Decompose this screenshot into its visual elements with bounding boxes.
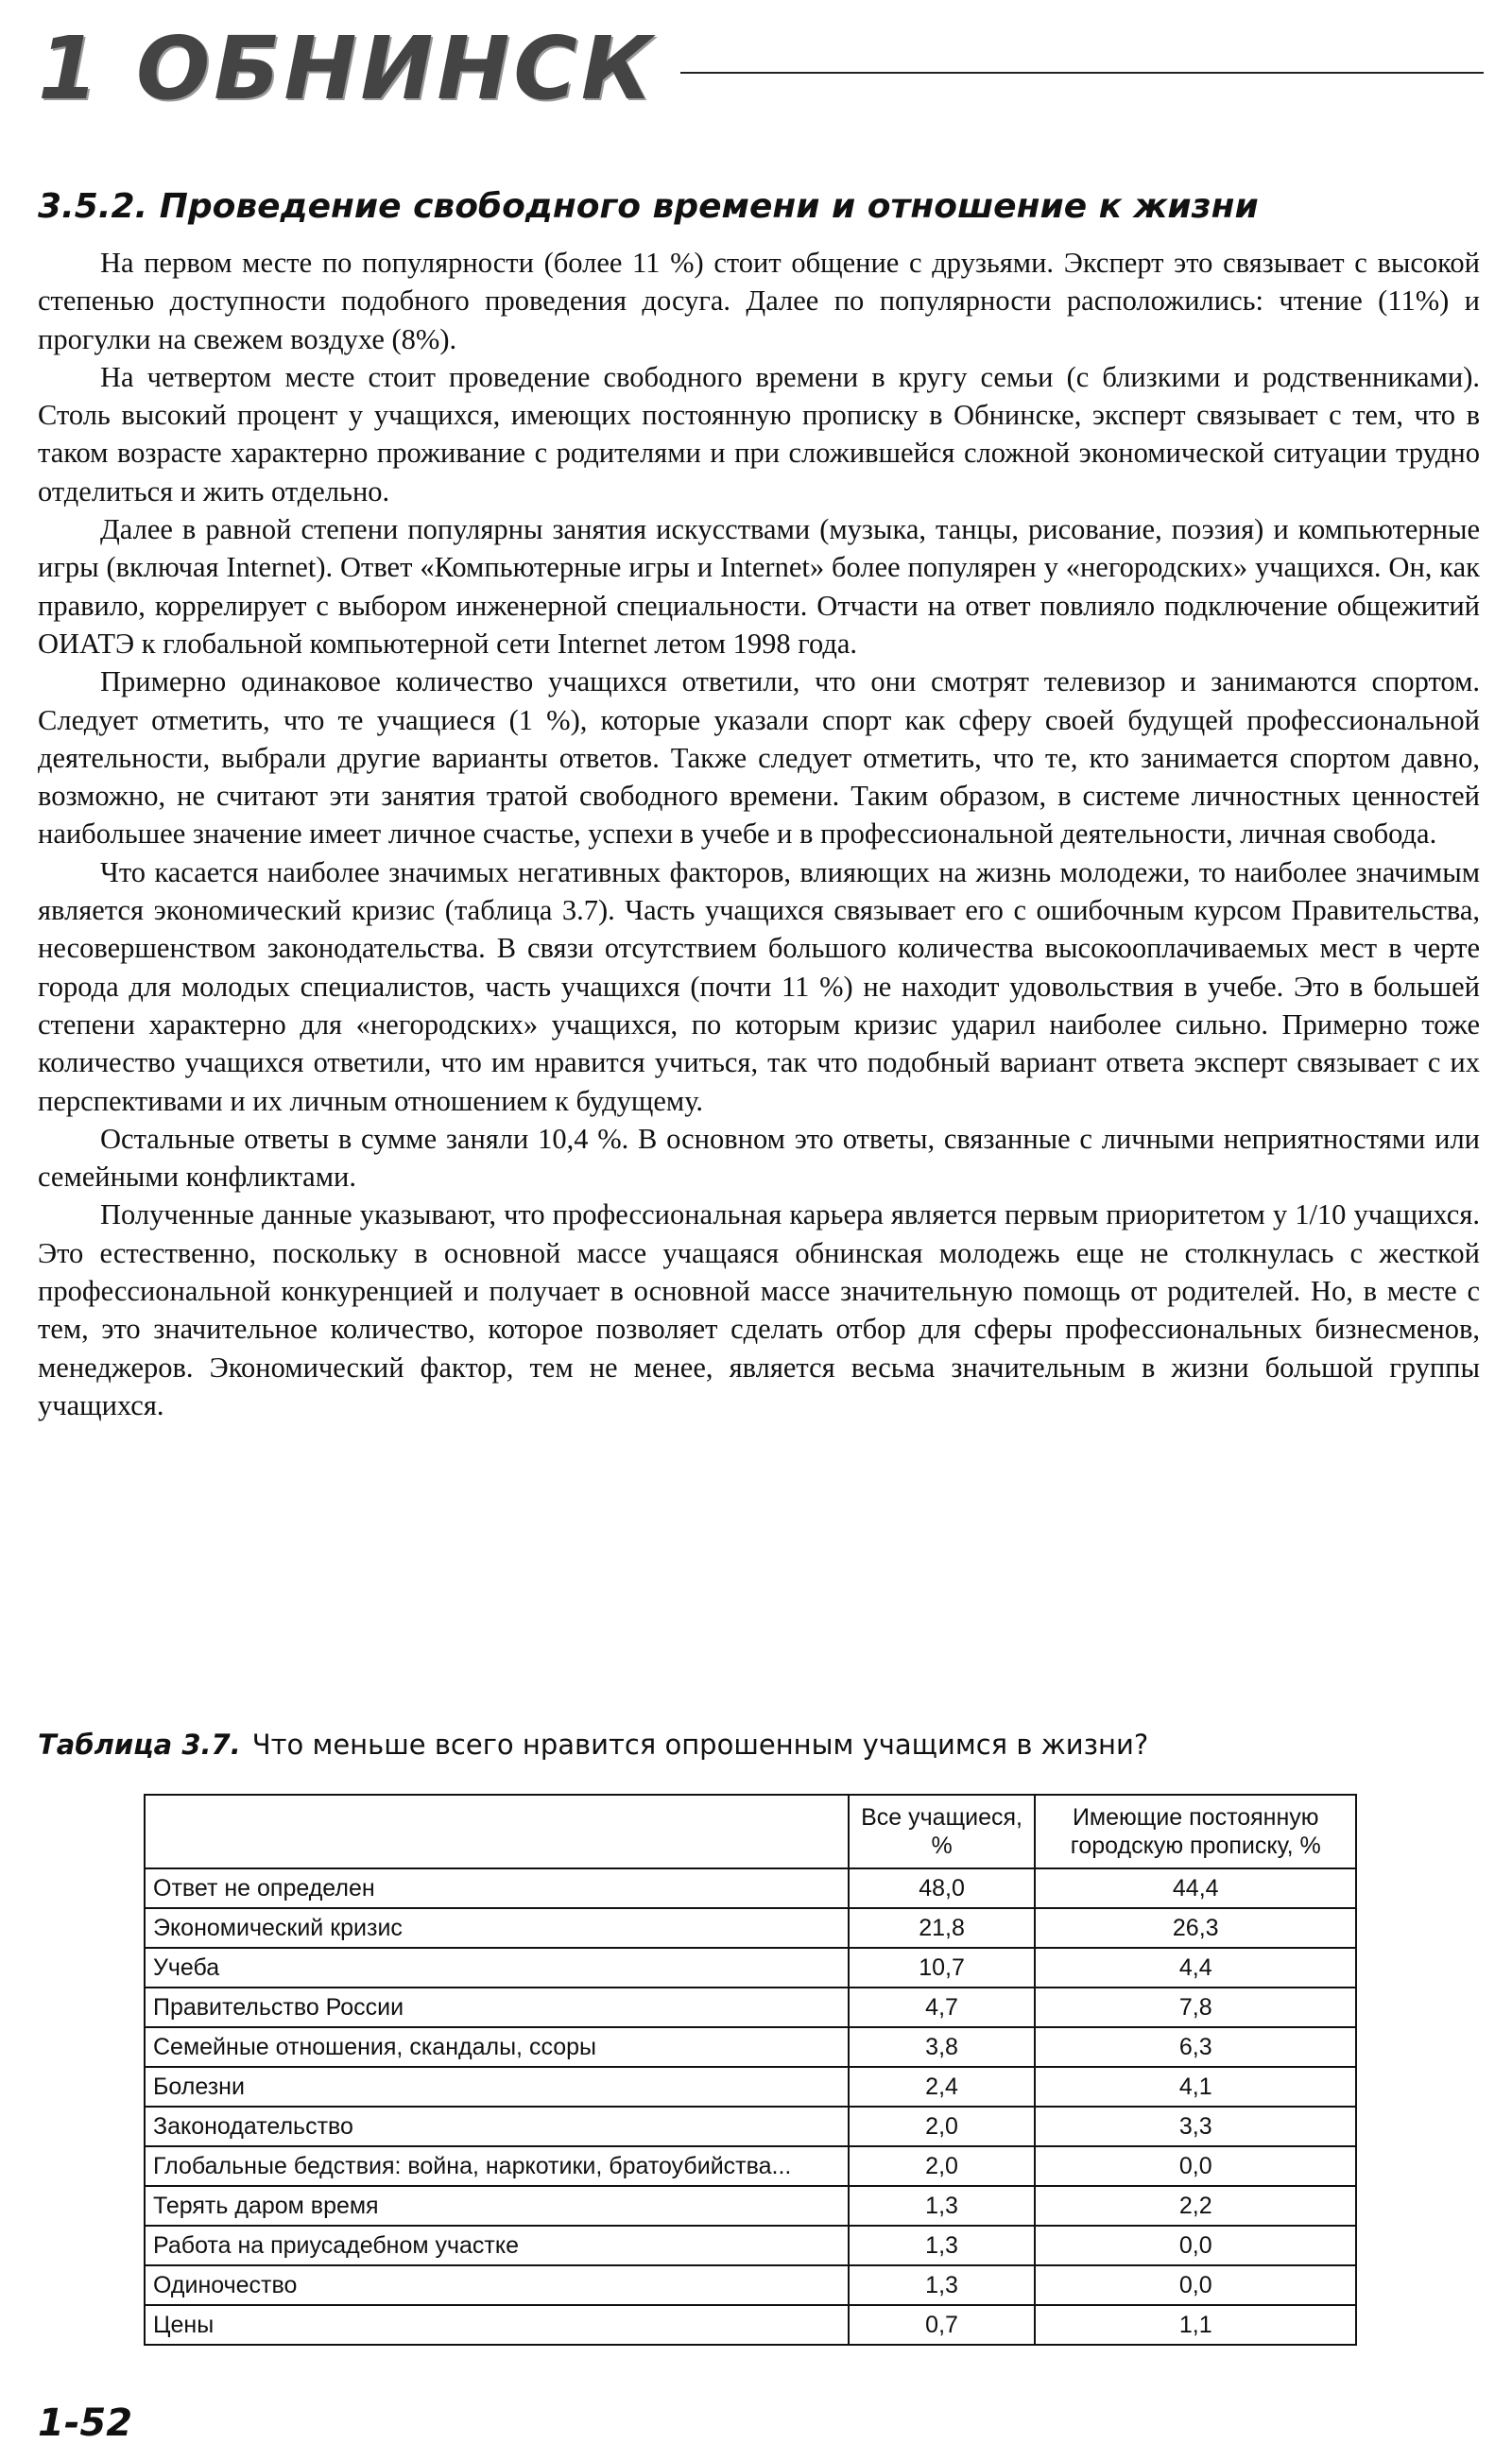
table-cell-value: 2,4 [849, 2067, 1036, 2107]
table-row [145, 1908, 1356, 1948]
data-table [144, 1794, 1357, 2346]
table-caption-text: Что меньше всего нравится опрошенным учащимся в жизни? [251, 1729, 1149, 1761]
table-cell-label: Учеба [145, 1948, 849, 1988]
paragraph: Что касается наиболее значимых негативных факторов, влияющих на жизнь молодежи, то наиболее значимым является экономический кризис (таблица 3.7). Часть учащихся связывает его с ошибочным курсом Правительства, несовершенством законодательства. В связи отсутствием большого количества высокооплачиваемых мест в черте города для молодых специалистов, часть учащихся (почти 11 %) не находит удовольствия в учебе. Это в большей степени характерно для «негородских» учащихся, по которым кризис ударил наиболее сильно. Примерно тоже количество учащихся ответили, что им нравится учиться, так что подобный вариант ответа эксперт связывает с их перспективами и их личным отношением к будущему. [38, 855, 1480, 1117]
table-cell-label: Глобальные бедствия: война, наркотики, братоубийства... [145, 2146, 849, 2186]
table-cell-value: 21,8 [849, 1908, 1036, 1948]
table-row [145, 1988, 1356, 2027]
table-cell-value: 1,1 [1035, 2305, 1356, 2345]
page-header [38, 18, 1484, 119]
page-number: 1-52 [38, 2401, 133, 2445]
table-cell-value: 4,7 [849, 1988, 1036, 2027]
table-cell-value: 4,4 [1035, 1948, 1356, 1988]
table-row [145, 2027, 1356, 2067]
table-header-cell [145, 1795, 849, 1868]
section-title: 3.5.2. Проведение свободного времени и отношение к жизни [38, 187, 1259, 226]
table-cell-label: Болезни [145, 2067, 849, 2107]
table-cell-value: 7,8 [1035, 1988, 1356, 2027]
table-cell-value: 0,0 [1035, 2226, 1356, 2265]
table-row [145, 2265, 1356, 2305]
header-divider [680, 72, 1484, 74]
paragraph: Остальные ответы в сумме заняли 10,4 %. В основном это ответы, связанные с личными неприятностями или семейными конфликтами. [38, 1122, 1480, 1194]
table-row [145, 2067, 1356, 2107]
paragraph: Полученные данные указывают, что профессиональная карьера является первым приоритетом у 1/10 учащихся. Это естественно, поскольку в основной массе учащаяся обнинская молодежь еще не столкнулась с жесткой профессиональной конкуренцией и получает в основной массе значительную помощь от родителей. Но, в месте с тем, это значительное количество, которое позволяет сделать отбор для сферы профессиональных бизнесменов, менеджеров. Экономический фактор, тем не менее, является весьма значительным в жизни большой группы учащихся. [38, 1198, 1480, 1421]
table-cell-value: 6,3 [1035, 2027, 1356, 2067]
table-header-cell: Имеющие постоянную городскую прописку, % [1035, 1795, 1356, 1868]
table-cell-label: Цены [145, 2305, 849, 2345]
table-cell-value: 2,0 [849, 2107, 1036, 2146]
paragraph: Далее в равной степени популярны занятия искусствами (музыка, танцы, рисование, поэзия) и компьютерные игры (включая Internet). Ответ «Компьютерные игры и Internet» более популярен у «негородских» учащихся. Он, как правило, коррелирует с выбором инженерной специальности. Отчасти на ответ повлияло подключение общежитий ОИАТЭ к глобальной компьютерной сети Internet летом 1998 года. [38, 513, 1480, 660]
table-body [145, 1868, 1356, 2345]
table-row [145, 2107, 1356, 2146]
table-cell-label: Терять даром время [145, 2186, 849, 2226]
table-header-cell: Все учащиеся, % [849, 1795, 1036, 1868]
table-cell-value: 1,3 [849, 2186, 1036, 2226]
table-caption-label: Таблица 3.7. [38, 1729, 241, 1761]
table-cell-value: 2,0 [849, 2146, 1036, 2186]
table-cell-label: Работа на приусадебном участке [145, 2226, 849, 2265]
paragraph: Примерно одинаковое количество учащихся ответили, что они смотрят телевизор и занимаются спортом. Следует отметить, что те учащиеся (1 %), которые указали спорт как сферу своей будущей профессиональной деятельности, выбрали другие варианты ответов. Также следует отметить, что те, кто занимается спортом давно, возможно, не считают эти занятия тратой свободного времени. Таким образом, в системе личностных ценностей наибольшее значение имеет личное счастье, успехи в учебе и в профессиональной деятельности, личная свобода. [38, 665, 1480, 851]
body-text [38, 244, 1480, 1424]
table-row [145, 1948, 1356, 1988]
data-table-container [144, 1794, 1357, 2346]
paragraph: На первом месте по популярности (более 11 %) стоит общение с друзьями. Эксперт это связывает с высокой степенью доступности подобного проведения досуга. Далее по популярности расположились: чтение (11%) и прогулки на свежем воздухе (8%). [38, 247, 1480, 355]
table-cell-value: 48,0 [849, 1868, 1036, 1908]
table-cell-value: 4,1 [1035, 2067, 1356, 2107]
table-cell-label: Законодательство [145, 2107, 849, 2146]
table-cell-label: Одиночество [145, 2265, 849, 2305]
table-cell-value: 44,4 [1035, 1868, 1356, 1908]
table-row [145, 2146, 1356, 2186]
table-row [145, 2226, 1356, 2265]
table-row [145, 2305, 1356, 2345]
table-caption [38, 1726, 1474, 1764]
table-cell-value: 0,7 [849, 2305, 1036, 2345]
table-cell-value: 3,3 [1035, 2107, 1356, 2146]
table-cell-label: Ответ не определен [145, 1868, 849, 1908]
table-cell-value: 0,0 [1035, 2265, 1356, 2305]
table-cell-value: 10,7 [849, 1948, 1036, 1988]
table-row [145, 1868, 1356, 1908]
table-cell-value: 3,8 [849, 2027, 1036, 2067]
table-cell-value: 1,3 [849, 2226, 1036, 2265]
table-cell-value: 26,3 [1035, 1908, 1356, 1948]
table-cell-value: 2,2 [1035, 2186, 1356, 2226]
paragraph: На четвертом месте стоит проведение свободного времени в кругу семьи (с близкими и родственниками). Столь высокий процент у учащихся, имеющих постоянную прописку в Обнинске, эксперт связывает с тем, что в таком возрасте характерно проживание с родителями и при сложившейся сложной экономической ситуации трудно отделиться и жить отдельно. [38, 360, 1480, 508]
table-cell-label: Семейные отношения, скандалы, ссоры [145, 2027, 849, 2067]
table-cell-value: 1,3 [849, 2265, 1036, 2305]
table-cell-value: 0,0 [1035, 2146, 1356, 2186]
table-header-row [145, 1795, 1356, 1868]
header-logo: 1 ОБНИНСК [38, 18, 657, 119]
table-row [145, 2186, 1356, 2226]
table-cell-label: Правительство России [145, 1988, 849, 2027]
table-cell-label: Экономический кризис [145, 1908, 849, 1948]
